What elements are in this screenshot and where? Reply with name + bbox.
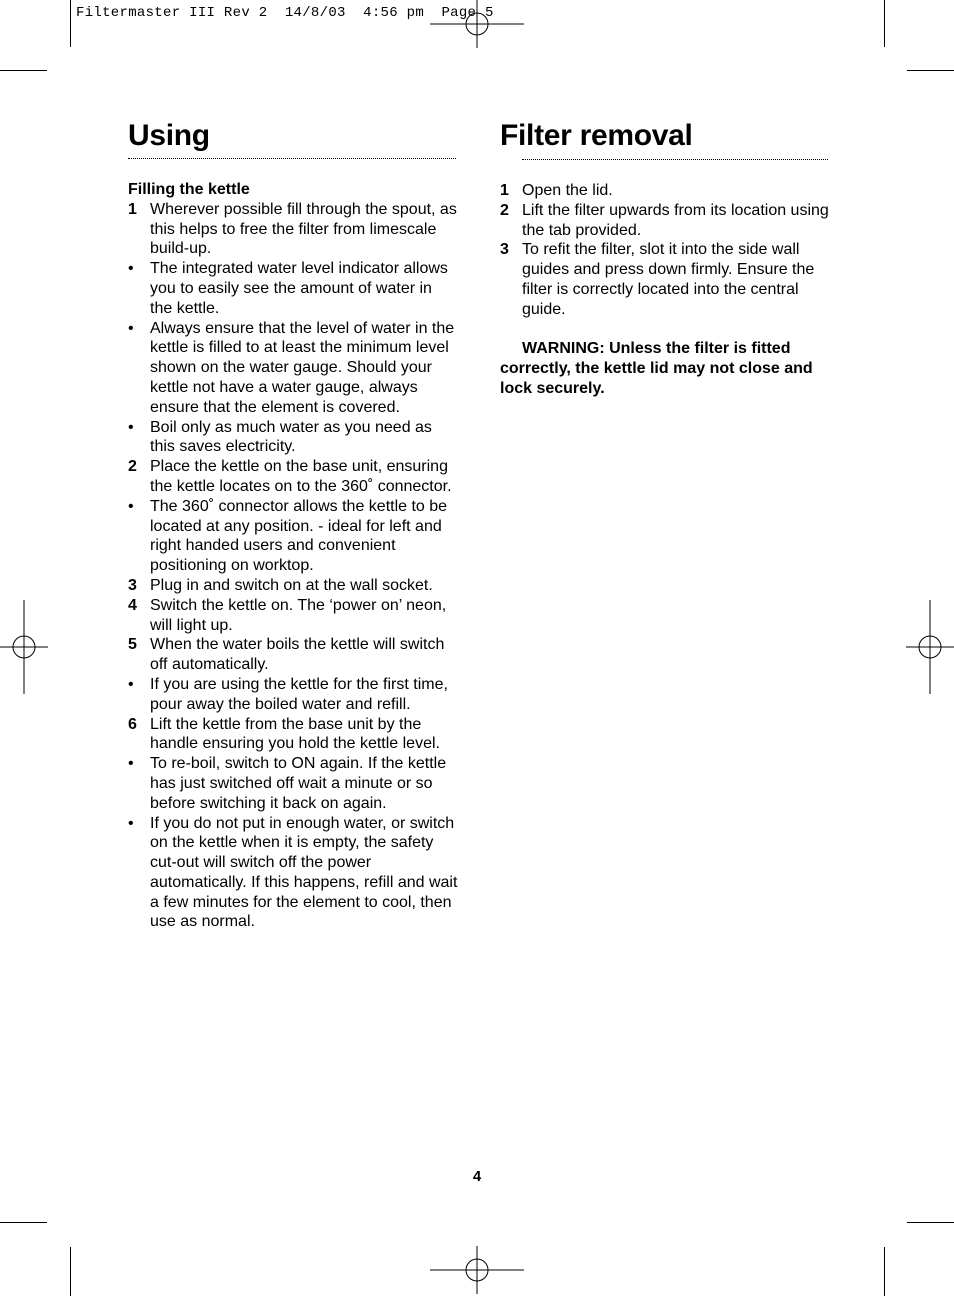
list-item xyxy=(500,240,830,319)
item-text: Lift the kettle from the base unit by the handle ensuring you hold the kettle level. xyxy=(150,715,440,753)
page-number: 4 xyxy=(472,1168,482,1185)
printer-slug: Filtermaster III Rev 2 14/8/03 4:56 pm Page 5 xyxy=(76,5,494,21)
list-item xyxy=(128,635,458,675)
list-item xyxy=(128,675,458,715)
item-text: Always ensure that the level of water in the kettle is filled to at least the minimum level shown on the water gauge. Should your kettle not have a water gauge, always ensure that the element is covered. xyxy=(150,319,455,416)
spacer xyxy=(500,320,830,340)
item-number: 1 xyxy=(500,182,509,199)
item-number: 1 xyxy=(128,200,137,218)
list-item xyxy=(128,497,458,576)
list-item xyxy=(128,319,458,418)
using-content xyxy=(128,180,458,932)
item-text: Wherever possible fill through the spout, as this helps to free the filter from limescale build-up. xyxy=(150,200,457,258)
bullet-marker: • xyxy=(128,260,134,278)
crop-mark xyxy=(884,1247,885,1296)
crop-mark xyxy=(907,70,954,71)
warning-text: WARNING: Unless the filter is fitted correctly, the kettle lid may not close and lock securely. xyxy=(500,340,813,397)
filter-removal-section xyxy=(500,118,830,399)
crop-mark xyxy=(907,1222,954,1223)
list-item xyxy=(128,576,458,596)
registration-mark-left xyxy=(0,600,48,694)
dotted-rule xyxy=(128,158,456,159)
item-number: 6 xyxy=(128,715,137,733)
crop-mark xyxy=(0,70,47,71)
item-text: To re-boil, switch to ON again. If the kettle has just switched off wait a minute or so before switching it back on again. xyxy=(150,755,447,812)
list-item xyxy=(128,200,458,259)
item-number: 3 xyxy=(128,576,137,594)
crop-mark xyxy=(0,1222,47,1223)
item-text: Plug in and switch on at the wall socket. xyxy=(150,576,433,594)
item-number: 3 xyxy=(500,241,509,259)
list-item xyxy=(128,814,458,933)
item-text: When the water boils the kettle will switch off automatically. xyxy=(150,636,445,674)
item-text: Place the kettle on the base unit, ensuring the kettle locates on to the 360˚ connector. xyxy=(150,458,452,495)
bullet-marker: • xyxy=(128,418,134,436)
bullet-marker: • xyxy=(128,675,134,693)
item-text: Boil only as much water as you need as this saves electricity. xyxy=(150,418,432,456)
item-number: 2 xyxy=(128,458,137,476)
filter-removal-content xyxy=(500,181,830,399)
list-item xyxy=(500,181,830,201)
crop-mark xyxy=(884,0,885,47)
item-text: Lift the filter upwards from its location using the tab provided. xyxy=(522,201,829,239)
item-number: 2 xyxy=(500,201,509,219)
list-item xyxy=(128,754,458,813)
item-text: The 360˚ connector allows the kettle to be located at any position. - ideal for left and right handed users and convenient positioning on worktop. xyxy=(150,497,448,575)
list-item xyxy=(500,201,830,241)
registration-mark-top xyxy=(430,0,524,48)
item-text: If you are using the kettle for the first time, pour away the boiled water and refill. xyxy=(150,675,448,713)
section-heading-using: Using xyxy=(128,119,210,152)
subheading-filling-the-kettle: Filling the kettle xyxy=(128,181,250,198)
item-number: 5 xyxy=(128,636,137,654)
bullet-marker: • xyxy=(128,755,134,773)
list-item xyxy=(128,596,458,636)
list-item xyxy=(128,259,458,318)
crop-mark xyxy=(70,1247,71,1296)
item-text: The integrated water level indicator allows you to easily see the amount of water in the kettle. xyxy=(150,260,448,317)
item-text: To refit the filter, slot it into the side wall guides and press down firmly. Ensure the filter is correctly located into the central guide. xyxy=(522,241,815,318)
list-item xyxy=(128,418,458,458)
list-item xyxy=(128,715,458,755)
bullet-marker: • xyxy=(128,497,134,515)
using-section xyxy=(128,118,458,932)
item-text: Switch the kettle on. The ‘power on’ neon, will light up. xyxy=(150,596,447,634)
dotted-rule xyxy=(522,159,828,160)
item-text: Open the lid. xyxy=(522,182,613,199)
registration-mark-right xyxy=(906,600,954,694)
bullet-marker: • xyxy=(128,319,134,337)
section-heading-filter-removal: Filter removal xyxy=(500,119,693,152)
crop-mark xyxy=(70,0,71,47)
item-text: If you do not put in enough water, or switch on the kettle when it is empty, the safety cut-out will switch off the power automatically. If this happens, refill and wait a few minutes for the element to cool, then use as normal. xyxy=(150,814,458,931)
bullet-marker: • xyxy=(128,814,134,832)
registration-mark-bottom xyxy=(430,1246,524,1294)
item-number: 4 xyxy=(128,596,137,614)
list-item xyxy=(128,457,458,497)
